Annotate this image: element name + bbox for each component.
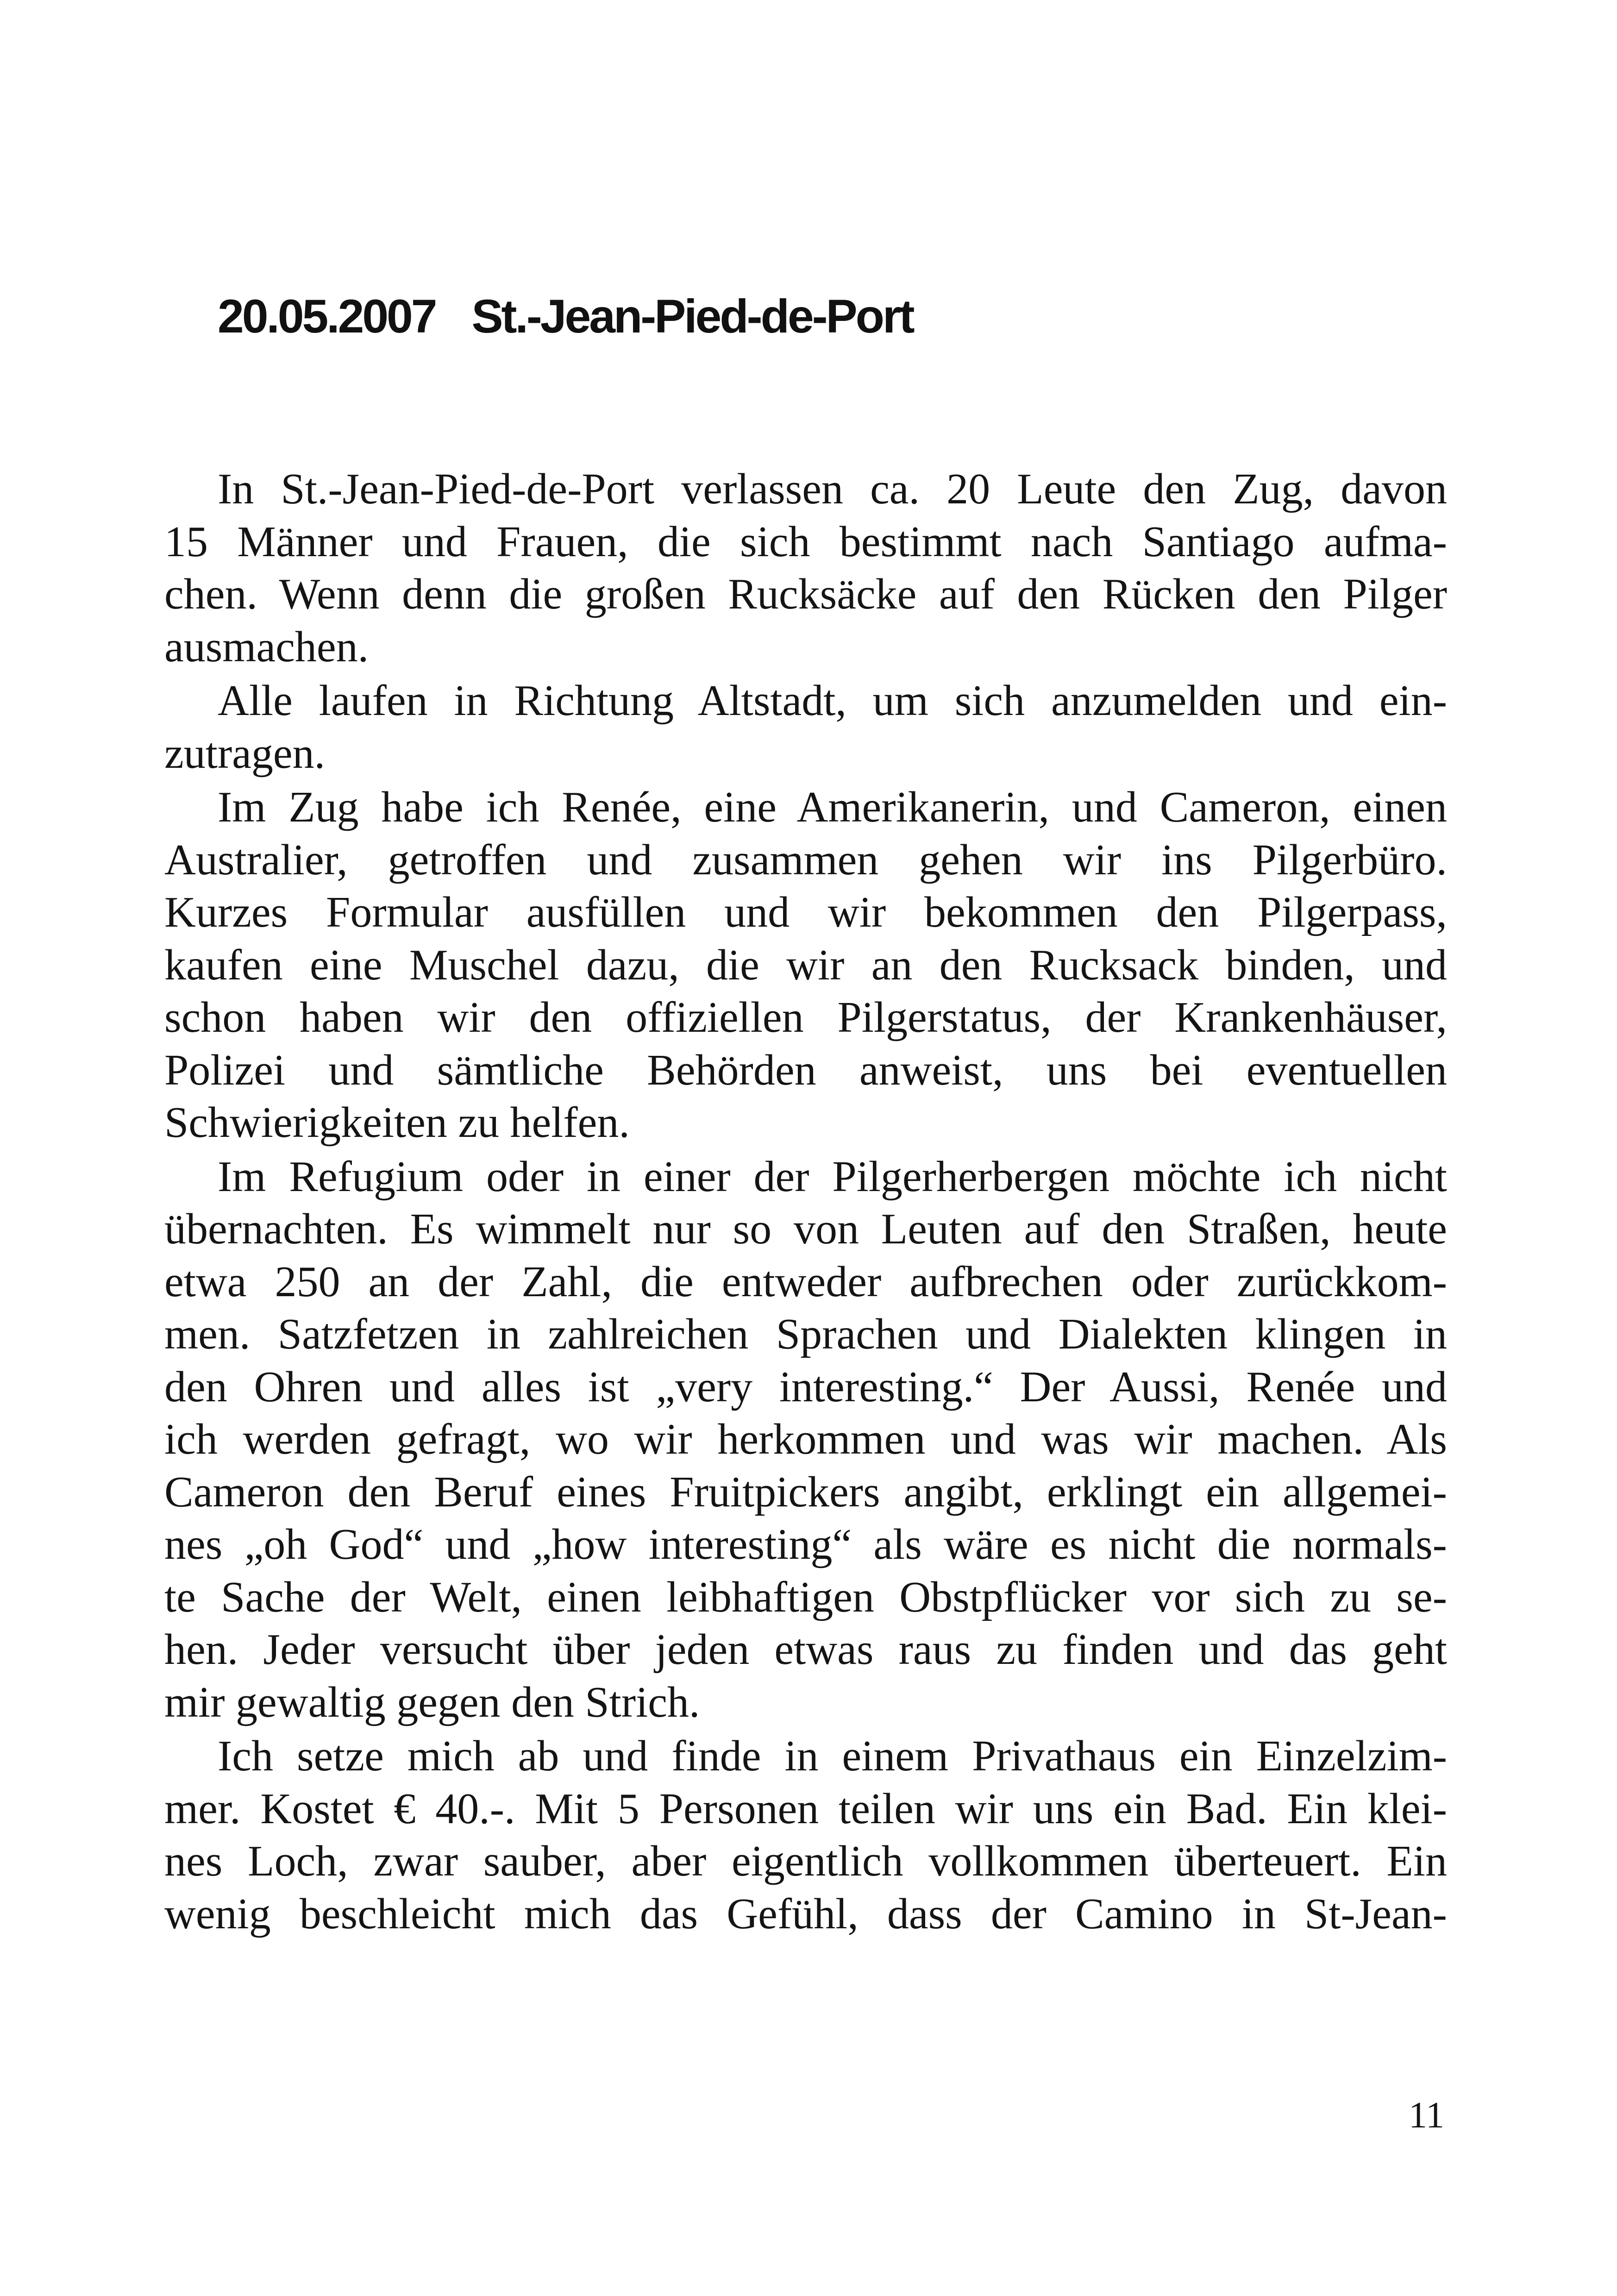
text-line: wenig beschleicht mich das Gefühl, dass der Camino in St-Jean- [164,1889,1447,1938]
text-line: etwa 250 an der Zahl, die entweder aufbrechen oder zurückkom- [164,1257,1447,1306]
text-line: nes „oh God“ und „how interesting“ als wäre es nicht die normals- [164,1520,1447,1568]
paragraph [164,1730,1447,1940]
text-line: chen. Wenn denn die großen Rucksäcke auf den Rücken den Pilger [164,570,1447,618]
text-line: Australier, getroffen und zusammen gehen wir ins Pilgerbüro. [164,835,1447,884]
text-line: ausmachen. [164,622,369,671]
text-line: men. Satzfetzen in zahlreichen Sprachen und Dialekten klingen in [164,1310,1447,1358]
text-line: nes Loch, zwar sauber, aber eigentlich vollkommen überteuert. Ein [164,1837,1447,1885]
body-text [164,463,1447,1940]
text-line: Alle laufen in Richtung Altstadt, um sich anzumelden und ein- [218,677,1447,725]
text-line: Im Zug habe ich Renée, eine Amerikanerin, und Cameron, einen [218,783,1447,831]
text-line: Cameron den Beruf eines Fruitpickers angibt, erklingt ein allgemei- [164,1468,1447,1516]
text-line: Polizei und sämtliche Behörden anweist, uns bei eventuellen [164,1046,1447,1094]
text-line: In St.-Jean-Pied-de-Port verlassen ca. 20 Leute den Zug, davon [218,465,1447,513]
text-line: Ich setze mich ab und finde in einem Privathaus ein Einzelzim- [218,1732,1447,1780]
chapter-place: St.-Jean-Pied-de-Port [471,290,913,343]
text-line: zutragen. [164,729,326,778]
text-line: Kurzes Formular ausfüllen und wir bekommen den Pilgerpass, [164,888,1447,936]
chapter-date: 20.05.2007 [218,290,436,343]
text-line: Im Refugium oder in einer der Pilgerherbergen möchte ich nicht [218,1152,1447,1201]
text-line: 15 Männer und Frauen, die sich bestimmt nach Santiago aufma- [164,517,1447,566]
text-line: mir gewaltig gegen den Strich. [164,1678,700,1726]
text-line: ich werden gefragt, wo wir herkommen und was wir machen. Als [164,1415,1447,1463]
chapter-heading [218,290,913,343]
text-line: kaufen eine Muschel dazu, die wir an den Rucksack binden, und [164,941,1447,989]
text-line: schon haben wir den offiziellen Pilgerstatus, der Krankenhäuser, [164,993,1447,1041]
text-line: Schwierigkeiten zu helfen. [164,1098,630,1147]
paragraph [164,1151,1447,1729]
text-line: mer. Kostet € 40.-. Mit 5 Personen teilen wir uns ein Bad. Ein klei- [164,1784,1447,1833]
paragraph [164,463,1447,673]
text-line: übernachten. Es wimmelt nur so von Leuten auf den Straßen, heute [164,1205,1447,1253]
paragraph [164,781,1447,1149]
text-line: den Ohren und alles ist „very interesting.“ Der Aussi, Renée und [164,1362,1447,1411]
text-line: te Sache der Welt, einen leibhaftigen Obstpflücker vor sich zu se- [164,1573,1447,1621]
page-number: 11 [1408,2095,1444,2136]
text-line: hen. Jeder versucht über jeden etwas raus zu finden und das geht [164,1625,1447,1674]
paragraph [164,675,1447,780]
